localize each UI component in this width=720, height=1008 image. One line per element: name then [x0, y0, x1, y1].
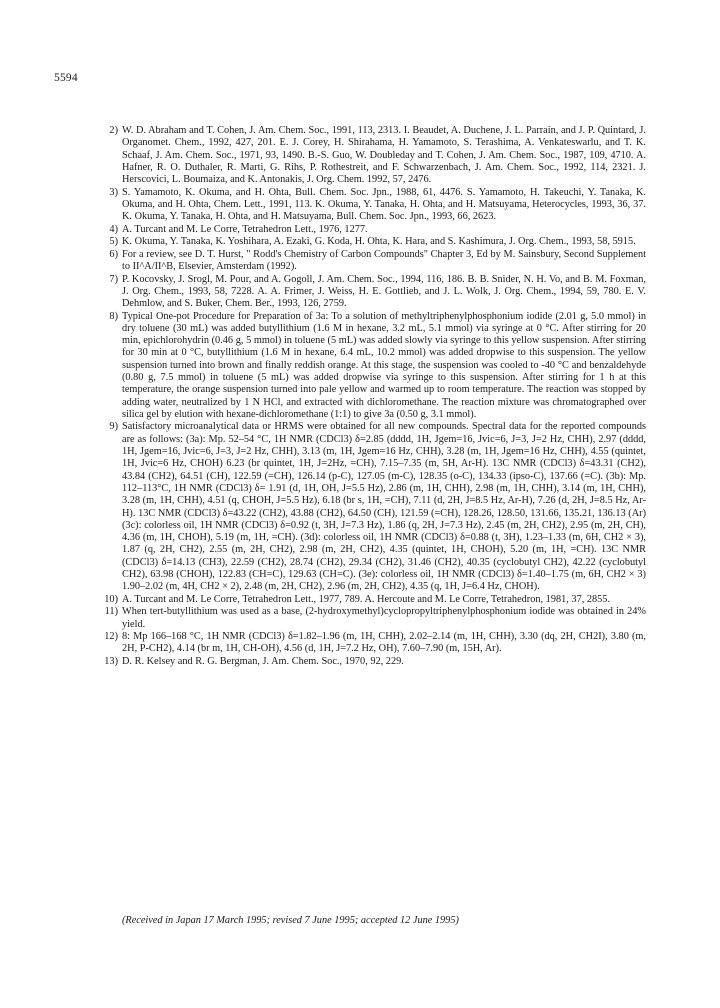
reference-text: A. Turcant and M. Le Corre, Tetrahedron Lett., 1976, 1277. — [122, 223, 368, 235]
reference-text: When tert-butyllithium was used as a base, (2-hydroxymethyl)cyclopropyltriphenylphosphonium iodide was obtained in 24% yield. — [122, 606, 646, 630]
reference-item — [96, 606, 646, 631]
reference-text: For a review, see D. T. Hurst, " Rodd's Chemistry of Carbon Compounds" Chapter 3, Ed by M. Sainsbury, Second Supplement to II^A/II^B, Elsevier, Amsterdam (1992). — [122, 248, 646, 273]
reference-text: W. D. Abraham and T. Cohen, J. Am. Chem. Soc., 1991, 113, 2313. I. Beaudet, A. Duchene, J. L. Parrain, and J. P. Quintard, J. Organomet. Chem., 1992, 427, 201. E. J. Corey, H. Shirahama, H. Yamamoto, S. Terashima, A. Venkateswarlu, and T. K. Schaaf, J. Am. Chem. Soc., 1971, 93, 1490. B.-S. Guo, W. Doubleday and T. Cohen, J. Am. Chem. Soc., 1987, 109, 4710. A. Hafner, R. O. Duthaler, R. Marti, G. Rihs, P. Rothestreit, and F. Schwarzenbach, J. Am. Chem. Soc., 1992, 114, 2321. J. Herscovici, L. Boumaiza, and K. Antonakis, J. Org. Chem. 1992, 57, 2476. — [122, 125, 646, 186]
reference-number: 2) — [109, 125, 118, 136]
reference-text: A. Turcant and M. Le Corre, Tetrahedron Lett., 1977, 789. A. Hercoute and M. Le Corre, Tetrahedron, 1981, 37, 2855. — [122, 593, 611, 605]
reference-item — [96, 421, 646, 593]
reference-number: 5) — [109, 236, 118, 248]
reference-item — [96, 656, 646, 668]
reference-item — [96, 311, 646, 422]
reference-item — [96, 249, 646, 274]
reference-number: 13) — [104, 655, 118, 667]
reference-item — [96, 274, 646, 311]
reference-item — [96, 594, 646, 606]
reference-item — [96, 224, 646, 236]
reference-text: D. R. Kelsey and R. G. Bergman, J. Am. Chem. Soc., 1970, 92, 229. — [122, 655, 404, 667]
reference-number: 7) — [109, 273, 118, 285]
reference-list — [96, 125, 646, 668]
reference-text: Typical One-pot Procedure for Preparation of 3a: To a solution of methyltriphenylphosphonium iodide (2.01 g, 5.0 mmol) in dry toluene (30 mL) was added butyllithium (1.6 M in hexane, 3.2 mL, 5.1 mmol) via syringe at 0 °C. After stirring for 20 min, epichlorohydrin (0.46 g, 5 mmol) in toluene (5 mL) was added slowly via syringe to this yellow suspension. After stirring for 30 min at 0 °C, butyllithium (1.6 M in hexane, 6.4 mL, 10.2 mmol) was added dropwise to this suspension. The yellow suspension turned into brown and finally reddish orange. At this stage, the suspension was cooled to -40 °C and benzaldehyde (0.80 g, 7.5 mmol) in toluene (5 mL) was added dropwise via syringe to this suspension. After stirring for 1 h at this temperature, the orange suspension turned into pale yellow and warmed up to room temperature. The reaction was stopped by adding water, neutralized by 1 N HCl, and extracted with dichloromethane. The reaction mixture was chromatographed over silica gel by elution with hexane-dichloromethane (1:1) to give 3a (0.50 g, 3.1 mmol). — [122, 310, 646, 420]
reference-item — [96, 236, 646, 248]
reference-number: 10) — [104, 593, 118, 605]
reference-number: 9) — [109, 421, 118, 433]
reference-text: K. Okuma, Y. Tanaka, K. Yoshihara, A. Ezaki, G. Koda, H. Ohta, K. Hara, and S. Kashimura, J. Org. Chem., 1993, 58, 5915. — [122, 236, 636, 248]
reference-number: 6) — [109, 248, 118, 260]
reference-item — [96, 631, 646, 656]
reference-number: 4) — [109, 223, 118, 235]
reference-number: 8) — [109, 310, 118, 322]
received-dates: (Received in Japan 17 March 1995; revised 7 June 1995; accepted 12 June 1995) — [122, 915, 459, 926]
page-number: 5594 — [54, 72, 78, 84]
reference-text: S. Yamamoto, K. Okuma, and H. Ohta, Bull. Chem. Soc. Jpn., 1988, 61, 4476. S. Yamamoto, H. Takeuchi, Y. Tanaka, K. Okuma, and H. Ohta, Chem. Lett., 1991, 113. K. Okuma, Y. Tanaka, H. Ohta, and H. Matsuyama, Heterocycles, 1993, 36, 37. K. Okuma, Y. Tanaka, H. Ohta, and H. Matsuyama, Bull. Chem. Soc. Jpn., 1993, 66, 2623. — [122, 186, 646, 223]
reference-number: 11) — [104, 606, 118, 618]
reference-item — [96, 187, 646, 224]
reference-number: 12) — [104, 631, 118, 643]
reference-item — [96, 125, 646, 186]
reference-text: Satisfactory microanalytical data or HRMS were obtained for all new compounds. Spectral data for the reported compounds are as follows: (3a): Mp. 52–54 °C, 1H NMR (CDCl3) δ=2.85 (dddd, 1H, Jgem=16, Jvic=6, J=3, J=2 Hz, CHH), 2.97 (dddd, 1H, Jgem=16, Jvic=6, J=3, J=2 Hz, CHH), 3.13 (m, 1H, Jgem=16 Hz, CHH), 3.28 (m, 1H, Jgem=16 Hz, CHH), 4.55 (quintet, 1H, Jvic=6 Hz, CHOH) 6.23 (br quintet, 1H, J=2Hz, =CH), 7.15–7.35 (m, 5H, Ar-H). 13C NMR (CDCl3) δ=43.31 (CH2), 43.84 (CH2), 64.51 (CH), 122.59 (=CH), 126.14 (p-C), 127.05 (m-C), 128.35 (o-C), 134.33 (ipso-C), 137.66 (=C). (3b): Mp. 112–113°C, 1H NMR (CDCl3) δ= 1.91 (d, 1H, OH, J=5.5 Hz), 2.86 (m, 1H, CHH), 2.98 (m, 1H, CHH), 3.14 (m, 1H, CHH), 3.28 (m, 1H, CHH), 4.51 (q, CHOH, J=5.5 Hz), 6.18 (br s, 1H, =CH), 7.11 (d, 2H, J=8.5 Hz, Ar-H), 7.26 (d, 2H, J=8.5 Hz, Ar-H). 13C NMR (CDCl3) δ=43.22 (CH2), 43.88 (CH2), 64.50 (CH), 121.59 (=CH), 128.26, 128.50, 131.66, 135.21, 136.13 (Ar) (3c): colorless oil, 1H NMR (CDCl3) δ=0.92 (t, 3H, J=7.3 Hz), 1.86 (q, 2H, J=7.3 Hz), 2.45 (m, 2H, CH2), 2.95 (m, 2H, CH), 4.36 (m, 1H, CHOH), 5.19 (m, 1H, =CH). (3d): colorless oil, 1H NMR (CDCl3) δ=0.88 (t, 3H), 1.23–1.33 (m, 6H, CH2 × 3), 1.87 (q, 2H, CH2), 2.55 (m, 2H, CH2), 2.98 (m, 2H, CH2), 4.35 (quintet, 1H, CHOH), 5.20 (m, 1H, =CH). 13C NMR (CDCl3) δ=14.13 (CH3), 22.59 (CH2), 28.74 (CH2), 29.34 (CH2), 31.46 (CH2), 40.35 (cyclobutyl CH2), 42.22 (cyclobutyl CH2), 63.98 (CHOH), 122.83 (CH=C), 129.63 (CH=C). (3e): colorless oil, 1H NMR (CDCl3) δ=1.40–1.75 (m, 6H, CH2 × 3) 1.90–2.02 (m, 4H, CH2 × 2), 2.48 (m, 2H, CH2), 2.96 (m, 2H, CH2), 4.35 (q, 1H, J=6.4 Hz, CHOH). — [122, 421, 646, 593]
reference-number: 3) — [109, 186, 118, 198]
reference-text: P. Kocovsky, J. Srogl, M. Pour, and A. Gogoll, J. Am. Chem. Soc., 1994, 116, 186. B. B. Snider, N. H. Vo, and B. M. Foxman, J. Org. Chem., 1993, 58, 7228. A. A. Frimer, J. Weiss, H. E. Gottlieb, and J. L. Wolk, J. Org. Chem., 1994, 59, 780. E. V. Dehmlow, and S. Buker, Chem. Ber., 1993, 126, 2759. — [122, 273, 646, 310]
reference-text: 8: Mp 166–168 °C, 1H NMR (CDCl3) δ=1.82–1.96 (m, 1H, CHH), 2.02–2.14 (m, 1H, CHH), 3.30 (dq, 2H, CH2I), 3.80 (m, 2H, P-CH2), 4.14 (br m, 1H, CH-OH), 4.56 (d, 1H, J=7.2 Hz, OH), 7.60–7.90 (m, 15H, Ar). — [122, 631, 646, 655]
